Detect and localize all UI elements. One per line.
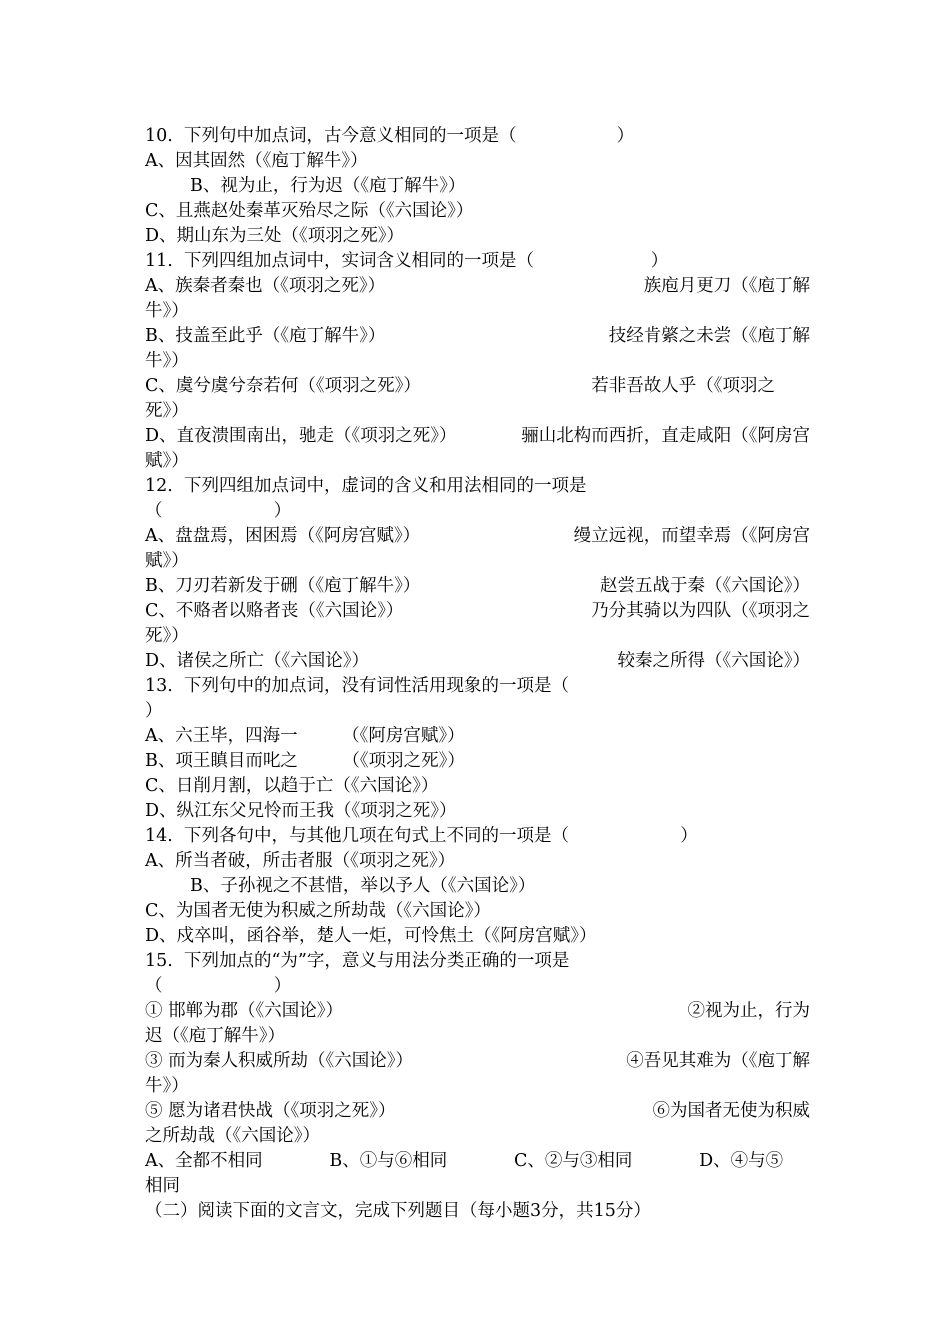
question-11-option-c-wrap: 死》）	[145, 401, 189, 421]
question-11-option-a: A、族秦者秦也（《项羽之死》） 族庖月更刀（《庖丁解	[145, 276, 810, 296]
question-13-option-b: B、项王瞋目而叱之 （《项羽之死》）	[145, 751, 465, 771]
question-12-option-a: A、盘盘焉，困困焉（《阿房宫赋》） 缦立远视，而望幸焉（《阿房宫	[145, 526, 810, 546]
question-12-option-b: B、刀刃若新发于硎（《庖丁解牛》） 赵尝五战于秦（《六国论》）	[145, 576, 810, 596]
question-15-options-wrap: 相同	[145, 1176, 180, 1196]
question-15-item-1-2: ① 邯郸为郡（《六国论》） ②视为止，行为	[145, 1001, 810, 1021]
question-13-answer-blank: ）	[145, 701, 163, 721]
question-14-option-a: A、所当者破，所击者服（《项羽之死》）	[145, 851, 456, 871]
question-12-stem: 12. 下列四组加点词中，虚词的含义和用法相同的一项是	[145, 476, 587, 496]
question-12-answer-blank: （ ）	[145, 501, 292, 521]
question-12-option-d: D、诸侯之所亡（《六国论》） 较秦之所得（《六国论》）	[145, 651, 810, 671]
question-11-option-b-wrap: 牛》）	[145, 351, 189, 371]
question-12-option-a-wrap: 赋》）	[145, 551, 189, 571]
question-13-option-d: D、纵江东父兄怜而王我（《项羽之死》）	[145, 801, 457, 821]
question-13-option-a: A、六王毕，四海一 （《阿房宫赋》）	[145, 726, 465, 746]
section-heading-classical-reading: （二）阅读下面的文言文，完成下列题目（每小题3分，共15分）	[145, 1201, 651, 1221]
question-14-option-b: B、子孙视之不甚惜，举以予人（《六国论》）	[190, 876, 536, 896]
question-10-option-c: C、且燕赵处秦革灭殆尽之际（《六国论》）	[145, 201, 474, 221]
question-10-option-b: B、视为止，行为迟（《庖丁解牛》）	[190, 176, 466, 196]
question-15-item-2-wrap: 迟（《庖丁解牛》）	[145, 1026, 285, 1046]
question-15-item-3-4: ③ 而为秦人积威所劫（《六国论》） ④吾见其难为（《庖丁解	[145, 1051, 810, 1071]
question-11-option-d-wrap: 赋》）	[145, 451, 189, 471]
question-13-option-c: C、日削月割，以趋于亡（《六国论》）	[145, 776, 439, 796]
question-10-stem: 10. 下列句中加点词，古今意义相同的一项是（ ）	[145, 126, 635, 146]
question-11-option-c: C、虞兮虞兮奈若何（《项羽之死》） 若非吾故人乎（《项羽之	[145, 376, 775, 396]
question-15-options: A、全都不相同 B、①与⑥相同 C、②与③相同 D、④与⑤	[145, 1151, 784, 1171]
question-15-item-5-6: ⑤ 愿为诸君快战（《项羽之死》） ⑥为国者无使为积威	[145, 1101, 810, 1121]
question-13-stem: 13. 下列句中的加点词，没有词性活用现象的一项是（	[145, 676, 569, 696]
question-11-option-d: D、直夜溃围南出，驰走（《项羽之死》） 骊山北构而西折，直走咸阳（《阿房宫	[145, 426, 810, 446]
question-10-option-a: A、因其固然（《庖丁解牛》）	[145, 151, 368, 171]
question-12-option-c: C、不赂者以赂者丧（《六国论》） 乃分其骑以为四队（《项羽之	[145, 601, 810, 621]
question-11-option-b: B、技盖至此乎（《庖丁解牛》） 技经肯綮之未尝（《庖丁解	[145, 326, 810, 346]
question-15-stem: 15. 下列加点的“为”字，意义与用法分类正确的一项是	[145, 951, 570, 971]
question-15-item-4-wrap: 牛》）	[145, 1076, 189, 1096]
question-15-answer-blank: （ ）	[145, 976, 292, 996]
question-14-option-d: D、戍卒叫，函谷举，楚人一炬，可怜焦土（《阿房宫赋》）	[145, 926, 597, 946]
question-10-option-d: D、期山东为三处（《项羽之死》）	[145, 226, 405, 246]
question-14-option-c: C、为国者无使为积威之所劫哉（《六国论》）	[145, 901, 491, 921]
question-12-option-c-wrap: 死》）	[145, 626, 189, 646]
question-11-option-a-wrap: 牛》）	[145, 301, 189, 321]
question-15-item-6-wrap: 之所劫哉（《六国论》）	[145, 1126, 320, 1146]
question-11-stem: 11. 下列四组加点词中，实词含义相同的一项是（ ）	[145, 251, 669, 271]
question-14-stem: 14. 下列各句中，与其他几项在句式上不同的一项是（ ）	[145, 826, 698, 846]
